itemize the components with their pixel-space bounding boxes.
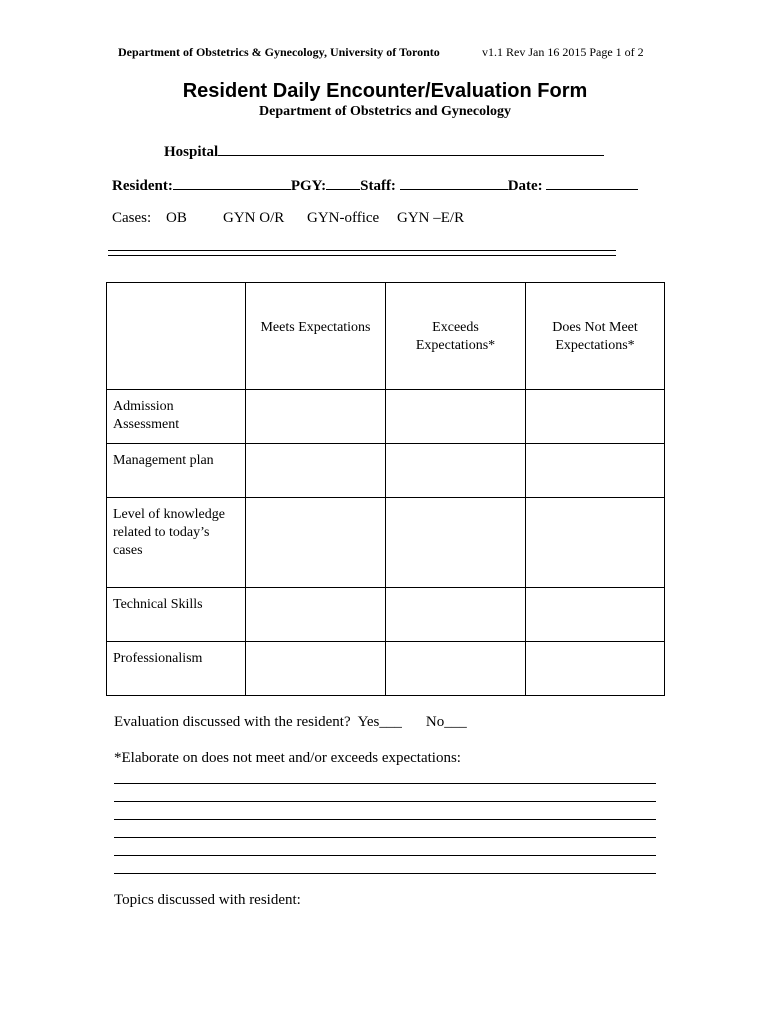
pgy-input-line[interactable] — [326, 174, 360, 190]
cell-does-not-meet[interactable] — [526, 444, 665, 498]
discussed-question-row — [114, 714, 467, 731]
cell-exceeds[interactable] — [386, 642, 526, 696]
date-label: Date: — [507, 178, 543, 194]
no-option[interactable]: No___ — [425, 714, 467, 730]
section-divider — [108, 250, 616, 256]
cell-meets[interactable] — [246, 390, 386, 444]
hospital-label: Hospital — [164, 144, 219, 160]
case-option-gyn-office[interactable]: GYN-office — [307, 210, 380, 226]
elaborate-prompt: *Elaborate on does not meet and/or exceeds expectations: — [114, 750, 461, 766]
cell-exceeds[interactable] — [386, 588, 526, 642]
row-label-management: Management plan — [107, 444, 246, 498]
cell-exceeds[interactable] — [386, 498, 526, 588]
cell-does-not-meet[interactable] — [526, 498, 665, 588]
hospital-field — [164, 140, 604, 161]
row-label-admission: Admission Assessment — [107, 390, 246, 444]
elaborate-line[interactable] — [114, 837, 656, 838]
cell-meets[interactable] — [246, 642, 386, 696]
hospital-input-line[interactable] — [218, 140, 604, 156]
elaborate-line[interactable] — [114, 873, 656, 874]
case-option-gyn-er[interactable]: GYN –E/R — [397, 210, 465, 226]
form-title: Resident Daily Encounter/Evaluation Form — [182, 80, 588, 102]
cell-meets[interactable] — [246, 588, 386, 642]
evaluation-table — [106, 282, 665, 696]
row-label-technical: Technical Skills — [107, 588, 246, 642]
header-does-not-meet: Does Not Meet Expectations* — [526, 283, 665, 390]
elaborate-line[interactable] — [114, 801, 656, 802]
table-row — [107, 444, 665, 498]
department-header: Department of Obstetrics & Gynecology, University of Toronto — [118, 45, 440, 59]
resident-input-line[interactable] — [173, 174, 291, 190]
header-cell-blank — [107, 283, 246, 390]
cell-meets[interactable] — [246, 498, 386, 588]
pgy-label: PGY: — [290, 178, 327, 194]
elaborate-line[interactable] — [114, 783, 656, 784]
cell-does-not-meet[interactable] — [526, 390, 665, 444]
case-option-gyn-or[interactable]: GYN O/R — [223, 210, 285, 226]
version-page-header: v1.1 Rev Jan 16 2015 Page 1 of 2 — [482, 45, 644, 59]
elaborate-line[interactable] — [114, 855, 656, 856]
cell-exceeds[interactable] — [386, 444, 526, 498]
row-label-professionalism: Professionalism — [107, 642, 246, 696]
staff-label: Staff: — [360, 178, 396, 194]
case-option-ob[interactable]: OB — [166, 210, 187, 226]
form-subtitle: Department of Obstetrics and Gynecology — [259, 104, 511, 119]
cell-exceeds[interactable] — [386, 390, 526, 444]
staff-input-line[interactable] — [400, 174, 508, 190]
discussed-question: Evaluation discussed with the resident? — [114, 714, 351, 730]
table-row — [107, 588, 665, 642]
table-row — [107, 390, 665, 444]
cases-label: Cases: — [112, 210, 152, 226]
date-input-line[interactable] — [546, 174, 638, 190]
row-label-knowledge: Level of knowledge related to today’s cases — [107, 498, 246, 588]
table-header-row — [107, 283, 665, 390]
table-row — [107, 642, 665, 696]
cell-does-not-meet[interactable] — [526, 642, 665, 696]
resident-field-row — [112, 174, 638, 195]
yes-option[interactable]: Yes___ — [357, 714, 402, 730]
header-exceeds-expectations: Exceeds Expectations* — [386, 283, 526, 390]
elaborate-line[interactable] — [114, 819, 656, 820]
cell-does-not-meet[interactable] — [526, 588, 665, 642]
resident-label: Resident: — [112, 178, 173, 194]
topics-label: Topics discussed with resident: — [114, 892, 301, 908]
cell-meets[interactable] — [246, 444, 386, 498]
header-meets-expectations: Meets Expectations — [246, 283, 386, 390]
table-row — [107, 498, 665, 588]
cases-row — [112, 210, 464, 227]
